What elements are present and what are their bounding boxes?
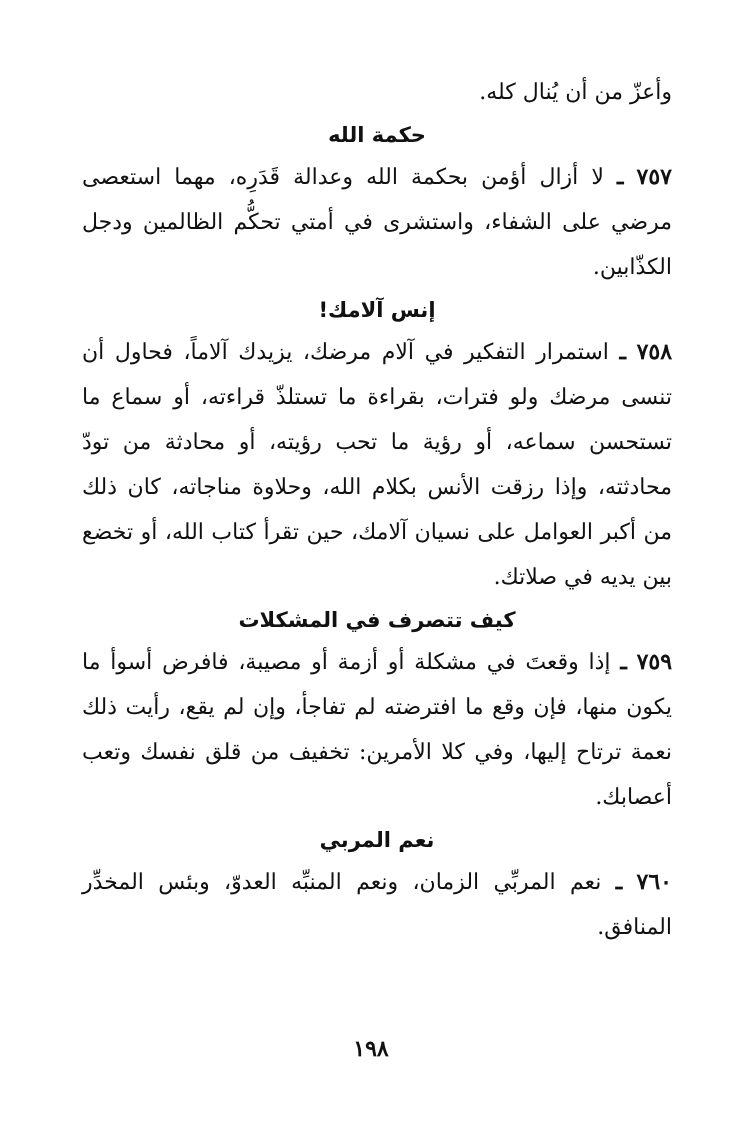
book-page: [82, 70, 672, 950]
paragraph-759: [82, 640, 672, 820]
entry-dash: ـ: [617, 164, 624, 190]
entry-number: ٧٥٨: [636, 339, 673, 365]
heading-best-educator: نعم المربي: [319, 828, 435, 852]
heading-forget-pain: إنس آلامك!: [318, 298, 436, 322]
entry-number: ٧٥٩: [636, 649, 673, 675]
entry-text: إذا وقعتَ في مشكلة أو أزمة أو مصيبة، فافرض أسوأ ما يكون منها، فإن وقع ما افترضته لم تفاجأ، وإن لم يقع، رأيت ذلك نعمة ترتاح إليها، وفي كلا الأمرين: تخفيف من قلق نفسك وتعب أعصابك.: [82, 650, 672, 810]
entry-dash: ـ: [615, 869, 623, 895]
entry-text: نعم المربِّي الزمان، ونعم المنبِّه العدوّ، وبئس المخدِّر المنافق.: [82, 870, 672, 940]
intro-paragraph: وأعزّ من أن يُنال كله.: [479, 80, 672, 105]
entry-number: ٧٥٧: [636, 164, 672, 190]
page-number: ١٩٨: [353, 1036, 389, 1062]
entry-text: استمرار التفكير في آلام مرضك، يزيدك آلاماً، فحاول أن تنسى مرضك ولو فترات، بقراءة ما تستلذّ قراءته، أو سماع ما تستحسن سماعه، أو رؤية ما تحب رؤيته، أو محادثة من تودّ محادثته، وإذا رزقت الأنس بكلام الله، وحلاوة مناجاته، كان ذلك من أكبر العوامل على نسيان آلامك، حين تقرأ كتاب الله، أو تخضع بين يديه في صلاتك.: [82, 340, 672, 590]
entry-dash: ـ: [619, 339, 626, 365]
entry-text: لا أزال أؤمن بحكمة الله وعدالة قَدَرِه، مهما استعصى مرضي على الشفاء، واستشرى في أمتي تحكُّم الظالمين ودجل الكذّابين.: [82, 165, 672, 280]
entry-number: ٧٦٠: [636, 869, 672, 895]
paragraph-758: [82, 330, 672, 600]
heading-divine-wisdom: حكمة الله: [328, 123, 426, 147]
heading-problems: كيف تتصرف في المشكلات: [238, 608, 516, 632]
paragraph-760: [82, 860, 672, 950]
paragraph-757: [82, 155, 672, 290]
entry-dash: ـ: [620, 649, 627, 675]
